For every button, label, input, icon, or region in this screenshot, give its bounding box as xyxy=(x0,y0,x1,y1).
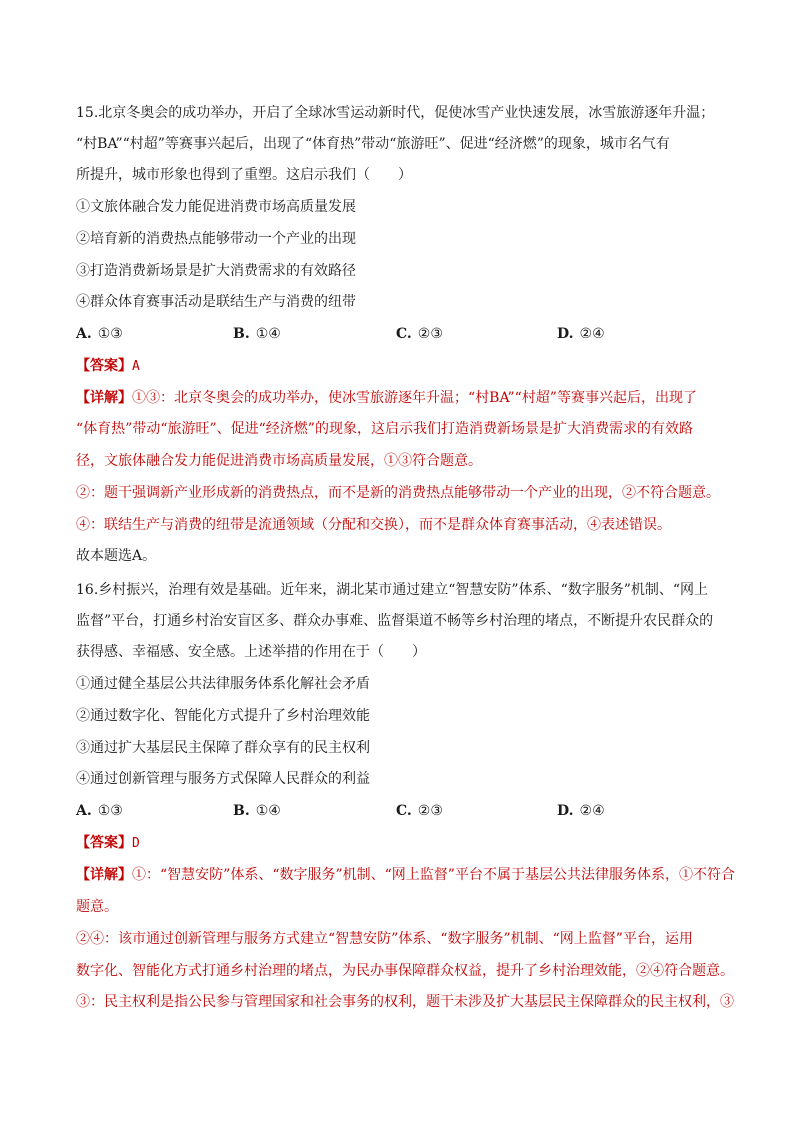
option-text: ②③ xyxy=(417,326,443,342)
q16-detail-line-2: 题意。 xyxy=(76,899,118,915)
q15-item-3: ③打造消费新场景是扩大消费需求的有效路径 xyxy=(76,263,356,279)
q15-note-2: ②：题干强调新产业形成新的消费热点，而不是新的消费热点能够带动一个产业的出现，②不符合题意。 xyxy=(76,485,720,501)
option-text: ②③ xyxy=(417,803,443,819)
detail-label: 【详解】 xyxy=(76,390,132,406)
q16-item-3: ③通过扩大基层民主保障了群众享有的民主权利 xyxy=(76,740,370,756)
q16-item-4: ④通过创新管理与服务方式保障人民群众的利益 xyxy=(76,771,370,787)
q15-option-d xyxy=(557,325,605,343)
option-letter: A. xyxy=(76,326,92,342)
option-letter: D. xyxy=(557,803,574,819)
q15-stem-line-1: 15.北京冬奥会的成功举办，开启了全球冰雪运动新时代，促使冰雪产业快速发展，冰雪旅游逐年升温； xyxy=(76,105,715,121)
q15-detail-line-2: “体育热”带动“旅游旺”、促进“经济燃”的现象，这启示我们打造消费新场景是扩大消费需求的有效路 xyxy=(76,421,693,437)
q16-stem-line-3: 获得感、幸福感、安全感。上述举措的作用在于（ ） xyxy=(76,644,426,660)
q16-answer xyxy=(76,834,722,853)
option-text: ①④ xyxy=(255,803,281,819)
q15-stem-line-2: “村BA”“村超”等赛事兴起后，出现了“体育热”带动“旅游旺”、促进“经济燃”的现象，城市名气有 xyxy=(76,136,670,152)
answer-value: D xyxy=(132,836,140,851)
q16-option-c xyxy=(396,802,443,820)
answer-label: 【答案】 xyxy=(76,835,132,851)
q16-detail-line-1 xyxy=(76,866,735,884)
q15-item-2: ②培育新的消费热点能够带动一个产业的出现 xyxy=(76,231,356,247)
q15-option-c xyxy=(396,325,443,343)
q15-item-1: ①文旅体融合发力能促进消费市场高质量发展 xyxy=(76,199,356,215)
q16-option-b xyxy=(233,802,281,820)
q15-option-a xyxy=(76,325,123,343)
detail-text: ①：“智慧安防”体系、“数字服务”机制、“网上监督”平台不属于基层公共法律服务体系，①不符合 xyxy=(132,867,735,883)
q15-stem-line-3: 所提升，城市形象也得到了重塑。这启示我们（ ） xyxy=(76,167,412,183)
q16-item-2: ②通过数字化、智能化方式提升了乡村治理效能 xyxy=(76,708,370,724)
option-letter: B. xyxy=(233,803,250,819)
answer-value: A xyxy=(132,359,140,374)
q15-option-b xyxy=(233,325,281,343)
q15-note-4: ④：联结生产与消费的纽带是流通领域（分配和交换），而不是群众体育赛事活动，④表述错误。 xyxy=(76,517,671,533)
detail-text: ①③：北京冬奥会的成功举办，使冰雪旅游逐年升温；“村BA”“村超”等赛事兴起后，出现了 xyxy=(132,390,697,406)
option-letter: C. xyxy=(396,326,412,342)
option-text: ①③ xyxy=(97,326,123,342)
option-text: ①④ xyxy=(255,326,281,342)
q15-conclusion: 故本题选A。 xyxy=(76,548,157,564)
option-text: ②④ xyxy=(579,803,605,819)
q16-stem-line-2: 监督”平台，打通乡村治安盲区多、群众办事难、监督渠道不畅等乡村治理的堵点，不断提升农民群众的 xyxy=(76,613,714,629)
option-text: ①③ xyxy=(97,803,123,819)
option-letter: C. xyxy=(396,803,412,819)
q16-option-a xyxy=(76,802,123,820)
option-letter: A. xyxy=(76,803,92,819)
q15-detail-line-3: 径，文旅体融合发力能促进消费市场高质量发展，①③符合题意。 xyxy=(76,453,482,469)
detail-label: 【详解】 xyxy=(76,867,132,883)
q16-note-24-line-1: ②④：该市通过创新管理与服务方式建立“智慧安防”体系、“数字服务”机制、“网上监督”平台，运用 xyxy=(76,931,693,947)
option-letter: D. xyxy=(557,326,574,342)
q15-item-4: ④群众体育赛事活动是联结生产与消费的纽带 xyxy=(76,294,356,310)
q16-note-24-line-2: 数字化、智能化方式打通乡村治理的堵点，为民办事保障群众权益，提升了乡村治理效能，②④符合题意。 xyxy=(76,963,734,979)
q16-item-1: ①通过健全基层公共法律服务体系化解社会矛盾 xyxy=(76,676,370,692)
answer-label: 【答案】 xyxy=(76,358,132,374)
q16-stem-line-1: 16.乡村振兴，治理有效是基础。近年来，湖北某市通过建立“智慧安防”体系、“数字服务”机制、“网上 xyxy=(76,582,709,598)
option-text: ②④ xyxy=(579,326,605,342)
q15-answer xyxy=(76,357,722,376)
option-letter: B. xyxy=(233,326,250,342)
q15-detail-line-1 xyxy=(76,389,722,407)
q16-note-3: ③：民主权利是指公民参与管理国家和社会事务的权利，题干未涉及扩大基层民主保障群众的民主权利，③ xyxy=(76,994,734,1010)
q16-option-d xyxy=(557,802,605,820)
